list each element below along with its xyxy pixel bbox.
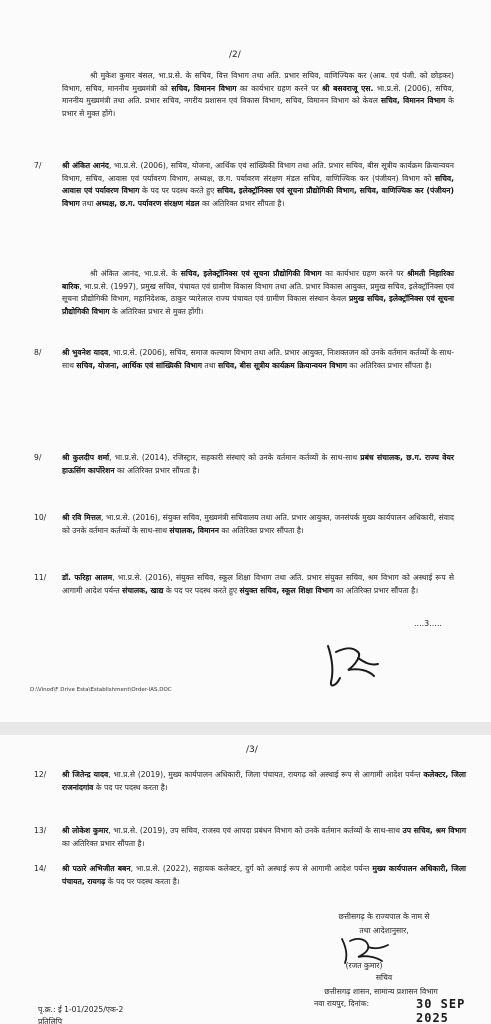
signatory-title: सचिव [375,973,393,982]
paragraph-9-kuldeep-sharma: 9/ श्री कुलदीप शर्मा, भा.प्र.से. (2014), रजिस्ट्रार, सहकारी संस्थाएं को उनके वर्तमान कर्तव्यों के साथ-साथ प्रबंध संचालक, छ.ग. राज्य वेयर हाऊसिंग कार्पोरेशन का अतिरिक्त प्रभार सौंपता है। [34,453,454,475]
item-number: 9/ [34,453,42,462]
paragraph-7-relief: श्री अंकित आनंद, भा.प्र.से. के सचिव, इलेक्ट्रॉनिक्स एवं सूचना प्रौद्योगिकी विभाग का कार्यभार ग्रहण करने पर श्रीमती निहारिका बारिक, भा.प्र.से. (1997), प्रमुख सचिव, पंचायत एवं ग्रामीण विकास विभाग तथा अति. प्रभार विकास आयुक्त, प्रमुख सचिव, इलेक्ट्रॉनिक्स एवं सूचना प्रौद्योगिकी विभाग, महानिदेशक, ठाकुर प्यारेलाल राज्य पंचायत एवं ग्रामीण विकास संस्थान केवल प्रमुख सचिव, इलेक्ट्रॉनिक्स एवं सूचना प्रौद्योगिकी विभाग के अतिरिक्त प्रभार से मुक्त होंगी। [62,269,454,316]
paragraph-bansal: श्री मुकेश कुमार बंसल, भा.प्र.से. के सचिव, वित्त विभाग तथा अति. प्रभार सचिव, वाणिज्यिक कर (आब. एवं पंजी. को छोड़कर) विभाग, सचिव, माननीय मुख्यमंत्री को सचिव, विमानन विभाग का कार्यभार ग्रहण करने पर श्री बसवराजू एस. भा.प्र.से. (2006), सचिव, माननीय मुख्यमंत्री तथा अति. प्रभार सचिव, नगरीय प्रशासन एवं विकास विभाग, सचिव, विमानन विभाग को केवल सचिव, विमानन विभाग के प्रभार से मुक्त होंगे। [62,71,454,118]
department-line: छत्तीसगढ़ शासन, सामान्य प्रशासन विभाग [324,987,438,996]
governor-authority-line: छत्तीसगढ़ के राज्यपाल के नाम से [338,912,430,921]
item-number: 13/ [34,826,47,835]
date-stamp: 30 SEP 2025 [416,997,466,1024]
paragraph-8-bhuvnesh-yadav: 8/ श्री भुवनेश यादव, भा.प्र.से. (2006), सचिव, समाज कल्याण विभाग तथा अति. प्रभार आयुक्त, निःशक्तजन को उनके वर्तमान कर्तव्यों के साथ-साथ सचिव, योजना, आर्थिक एवं सांख्यिकी विभाग तथा सचिव, बीस सूत्रीय कार्यक्रम क्रियान्वयन विभाग का अतिरिक्त प्रभार सौंपता है। [34,348,454,370]
page-number: /2/ [229,50,241,60]
paragraph-12-jitendra-yadav: 12/ श्री जितेन्द्र यादव, भा.प्र.से (2019), मुख्य कार्यपालन अधिकारी, जिला पंचायत, रायगढ़ को अस्थाई रूप से आगामी आदेश पर्यन्त कलेक्टर, जिला राजनांदगांव के पद पर पदस्थ करता है। [34,770,466,792]
item-number: 11/ [34,573,47,582]
page-number: /3/ [246,745,258,755]
item-number: 12/ [34,770,47,779]
page-separator [0,722,491,735]
file-path: D:\Vinod\F Drive Esta\Establishment\Order-IAS.DOC [30,687,172,693]
item-number: 8/ [34,348,42,357]
paragraph-11-fariha-alam: 11/ डॉ. फरिहा आलम, भा.प्र.से. (2016), संयुक्त सचिव, स्कूल शिक्षा विभाग तथा अति. प्रभार संयुक्त सचिव, श्रम विभाग को अस्थाई रूप से आगामी आदेश पर्यन्त संचालक, खाद्य के पद पर पदस्थ करते हुए संयुक्त सचिव, स्कूल शिक्षा विभाग का अतिरिक्त प्रभार सौंपता है। [34,573,455,595]
document-page-3 [0,735,491,1024]
item-number: 14/ [34,864,47,873]
signature-mark [318,636,388,698]
place-date-label: नवा रायपुर, दिनांक: [314,999,370,1008]
item-number: 10/ [34,513,47,522]
copy-to-label: प्रतिलिपि [38,1017,63,1024]
paragraph-13-lokesh-kumar: 13/ श्री लोकेश कुमार, भा.प्र.से. (2019), उप सचिव, राजस्व एवं आपदा प्रबंधन विभाग को उनके वर्तमान कर्तव्यों के साथ-साथ उप सचिव, श्रम विभाग का अतिरिक्त प्रभार सौंपता है। [34,826,467,848]
reference-number: पृ.क्र.: ई 1-01/2025/एक-2 [38,1005,124,1014]
continuation-marker: ....3..... [414,619,442,628]
item-number: 7/ [34,161,42,170]
paragraph-14-pathare-abhijeet: 14/ श्री पठारे अभिजीत बबन, भा.प्र.से. (2022), सहायक कलेक्टर, दुर्ग को अस्थाई रूप से आगामी आदेश पर्यन्त मुख्य कार्यपालन अधिकारी, जिला पंचायत, रायगढ़ के पद पर पदस्थ करता है। [34,864,467,886]
signatory-name: (रजत कुमार) [345,961,383,970]
paragraph-7-ankit-anand: 7/ श्री अंकित आनंद, भा.प्र.से. (2006), सचिव, योजना, आर्थिक एवं सांख्यिकी विभाग तथा अति. प्रभार सचिव, बीस सूत्रीय कार्यक्रम क्रियान्वयन विभाग, सचिव, आवास एवं पर्यावरण विभाग, अध्यक्ष, छ.ग. पर्यावरण संरक्षण मंडल सचिव, वाणिज्यिक कर (पंजीयन) विभाग को सचिव, आवास एवं पर्यावरण विभाग के पद पर पदस्थ करते हुए सचिव, इलेक्ट्रॉनिक्स एवं सूचना प्रौद्योगिकी विभाग, सचिव, वाणिज्यिक कर (पंजीयन) विभाग तथा अध्यक्ष, छ.ग. पर्यावरण संरक्षण मंडल का अतिरिक्त प्रभार सौंपता है। [34,161,454,208]
paragraph-10-ravi-mittal: 10/ श्री रवि मित्तल, भा.प्र.से. (2016), संयुक्त सचिव, मुख्यमंत्री सचिवालय तथा अति. प्रभार आयुक्त, जनसंपर्क मुख्य कार्यपालन अधिकारी, संवाद को उनके वर्तमान कर्तव्यों के साथ-साथ संचालक, विमानन का अतिरिक्त प्रभार सौंपता है। [34,513,454,535]
order-line: तथा आदेशानुसार, [359,926,409,935]
